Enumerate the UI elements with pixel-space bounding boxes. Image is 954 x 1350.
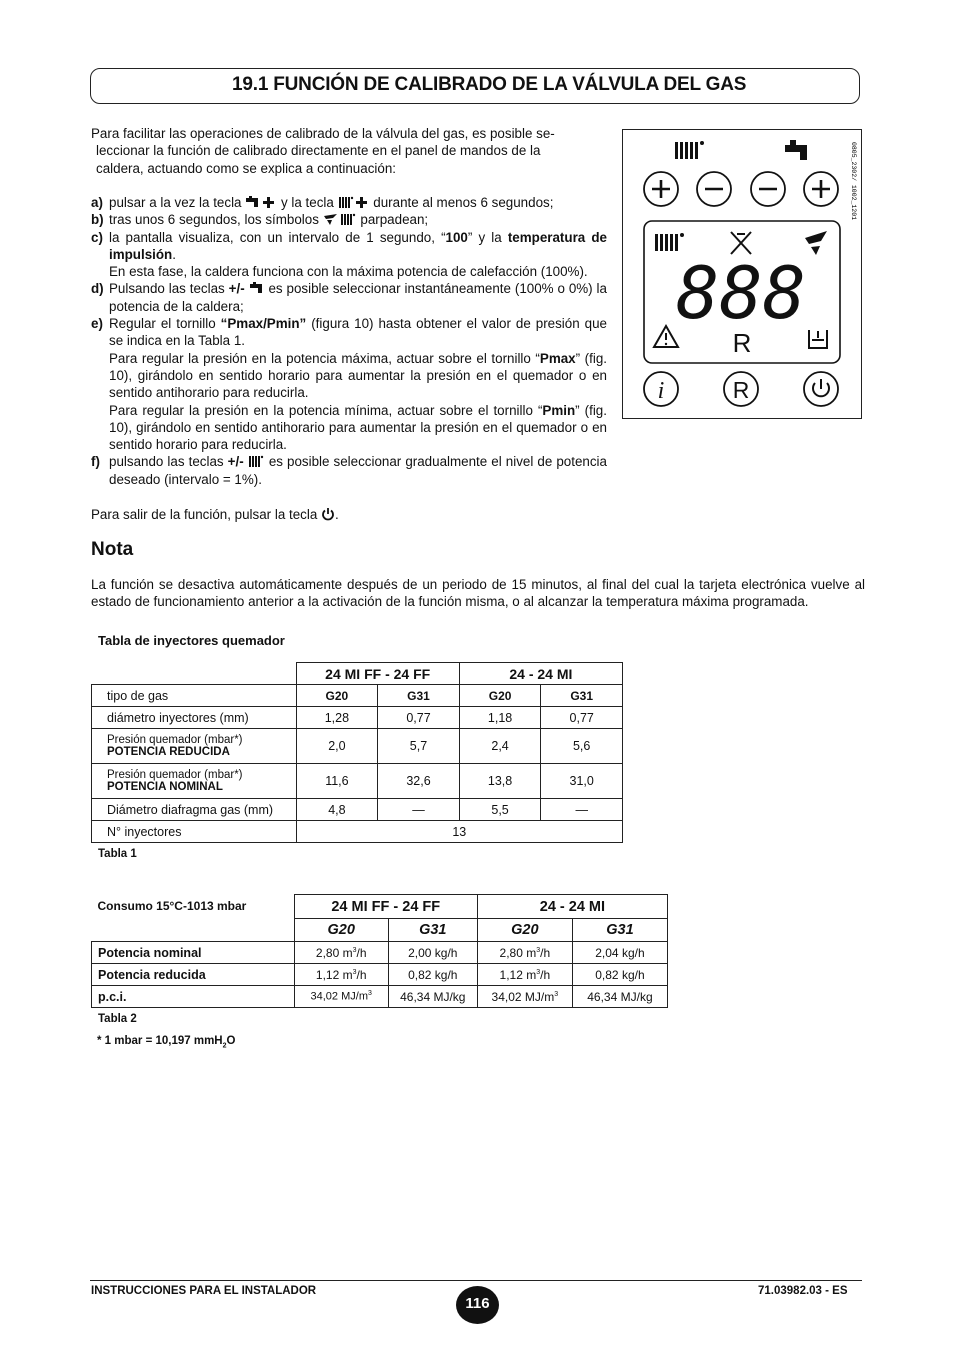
- step-d: d) Pulsando las teclas +/- es posible seleccionar instantáneamente (100% o 0%) la potencia de la caldera;: [91, 281, 607, 314]
- table1-caption: Tabla de inyectores quemador: [98, 633, 285, 648]
- footer-doc-title: INSTRUCCIONES PARA EL INSTALADOR: [91, 1285, 317, 1297]
- lcd-reset-indicator: R: [732, 328, 752, 358]
- nota-paragraph: La función se desactiva automáticamente después de un periodo de 15 minutos, al final del cual la tarjeta electrónica vuelve al estado de funcionamiento anterior a la activación de la función misma, o al alcanzar la temperatura máxima programada.: [91, 577, 865, 610]
- table-row: Presión quemador (mbar*) POTENCIA REDUCIDA 2,0 5,7 2,4 5,6: [92, 729, 623, 764]
- radiator-icon: [248, 455, 265, 468]
- injector-table: [91, 662, 623, 843]
- consumption-table: Consumo 15°C-1013 mbar 24 MI FF - 24 FF 24 - 24 MI G20 G31 G20 G31 Potencia nominal 2,80 $m^3/h$ 2,00 kg/h 2,80 $m^3/h$ 2,04 kg/h Potencia reducida 1,12 $m^3/h$ 0,82 kg/h 1,12 $m^3/h$ 0,82 kg/h p.c.i. 34,02 $MJ/m^3$ 46,34 MJ/kg 34,02 $MJ/m^3$ 46,34 MJ/kg: [91, 894, 668, 1008]
- power-icon: [813, 379, 829, 396]
- lcd-radiator-icon: [655, 233, 684, 251]
- table2-group-a: 24 MI FF - 24 FF: [294, 895, 477, 919]
- info-icon: i: [657, 378, 665, 404]
- step-f: f) pulsando las teclas +/- es posible seleccionar gradualmente el nivel de potencia deseado (intervalo = 1%).: [91, 454, 607, 487]
- table2-group-b: 24 - 24 MI: [477, 895, 667, 919]
- control-panel-drawing: [623, 130, 861, 418]
- tap-icon: [785, 140, 807, 160]
- table1-group-a: 24 MI FF - 24 FF: [296, 663, 459, 685]
- lcd-digits: 888: [675, 251, 807, 335]
- figure-code: 0805_2302/ 1002_1201: [850, 142, 857, 221]
- step-c: c) la pantalla visualiza, con un intervalo de 1 segundo, “100” y la temperatura de impulsión. En esta fase, la caldera funciona con la máxima potencia de calefacción (100%).: [91, 229, 607, 280]
- nota-heading: Nota: [91, 539, 134, 560]
- reset-icon: R: [732, 377, 750, 403]
- exit-instruction: Para salir de la función, pulsar la tecla .: [91, 507, 339, 522]
- table-row: Potencia nominal 2,80 $m^3/h$ 2,00 kg/h 2,80 $m^3/h$ 2,04 kg/h: [92, 942, 668, 964]
- step-b: b) tras unos 6 segundos, los símbolos parpadean;: [91, 212, 429, 228]
- page-number: 116: [456, 1286, 499, 1324]
- table-row: p.c.i. 34,02 $MJ/m^3$ 46,34 MJ/kg 34,02 $MJ/m^3$ 46,34 MJ/kg: [92, 986, 668, 1008]
- table-row: Diámetro diafragma gas (mm) 4,8 — 5,5 —: [92, 799, 623, 821]
- radiator-icon: [675, 141, 704, 159]
- table-row: diámetro inyectores (mm) 1,28 0,77 1,18 0,77: [92, 707, 623, 729]
- table-row: Presión quemador (mbar*) POTENCIA NOMINAL 11,6 32,6 13,8 31,0: [92, 764, 623, 799]
- table1-group-b: 24 - 24 MI: [459, 663, 622, 685]
- tap-icon: [249, 282, 265, 295]
- burner-radiator-icon: [323, 213, 357, 226]
- step-e: e) Regular el tornillo “Pmax/Pmin” (figura 10) hasta obtener el valor de presión que se indica en la Tabla 1. Para regular la presión en la potencia máxima, actuar sobre el tornillo “Pmax” (fig. 10), girándolo en sentido horario para aumentar la presión en el quemador o en sentido antihorario para reducirla. Para regular la presión en la potencia mínima, actuar sobre el tornillo “Pmin” (fig. 10), girándolo en sentido antihorario para aumentar la presión en el quemador o en sentido horario para reducirla.: [91, 316, 607, 453]
- tap-plus-icon: [245, 196, 277, 209]
- unit-note: * 1 mbar = 10,197 mmH$_2$O: [97, 1035, 236, 1050]
- footer-divider: [90, 1280, 862, 1281]
- table2-caption: Consumo 15°C-1013 mbar: [97, 898, 247, 913]
- steps-list: [91, 194, 607, 488]
- power-icon: [321, 507, 335, 521]
- footer-doc-code: 71.03982.03 - ES: [758, 1285, 848, 1297]
- table-row: N° inyectores 13: [92, 821, 623, 843]
- step-a: a) pulsar a la vez la tecla y la tecla durante al menos 6 segundos;: [91, 195, 554, 210]
- table1-footer: Tabla 1: [98, 848, 137, 860]
- lcd-warning-icon: [654, 326, 678, 347]
- table-row: tipo de gas G20 G31 G20 G31: [92, 685, 623, 707]
- section-title: 19.1 FUNCIÓN DE CALIBRADO DE LA VÁLVULA DEL GAS: [232, 74, 747, 95]
- lcd-pressure-icon: [809, 330, 827, 348]
- intro-paragraph: Para facilitar las operaciones de calibrado de la válvula del gas, es posible se- leccionar la función de calibrado directamente en el panel de mandos de la caldera, actuando como se explica a continuación:: [91, 126, 555, 176]
- control-panel-figure: [622, 129, 862, 419]
- table-row: Potencia reducida 1,12 $m^3/h$ 0,82 kg/h 1,12 $m^3/h$ 0,82 kg/h: [92, 964, 668, 986]
- table2-footer: Tabla 2: [98, 1013, 137, 1025]
- radiator-plus-icon: [338, 196, 370, 209]
- lcd-flame-icon: [805, 231, 827, 255]
